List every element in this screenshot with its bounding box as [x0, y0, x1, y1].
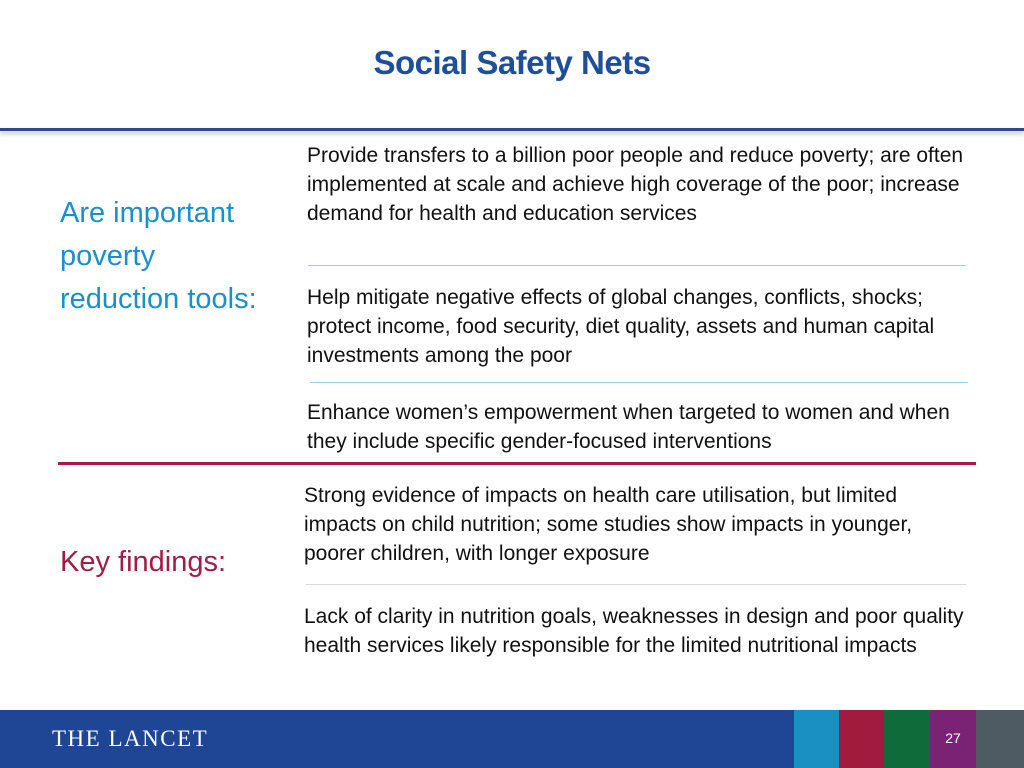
page-number: 27 [945, 730, 961, 746]
tools-item-1: Provide transfers to a billion poor people and reduce poverty; are often implemented at scale and achieve high coverage of the poor; increase demand for health and education services [307, 144, 964, 225]
title-divider [0, 128, 1024, 131]
findings-section-label: Key findings: [60, 546, 227, 578]
color-tile-crimson [839, 710, 884, 768]
tools-item-3: Enhance women’s empowerment when targeted to women and when they include specific gender-focused interventions [307, 401, 950, 453]
item-divider [308, 265, 966, 266]
color-tile-cyan [794, 710, 839, 768]
item-divider [306, 584, 966, 585]
color-tile-green [884, 710, 930, 768]
findings-item-1: Strong evidence of impacts on health care utilisation, but limited impacts on child nutrition; some studies show impacts in younger, poorer children, with longer exposure [304, 484, 913, 565]
footer-bar [0, 710, 1024, 768]
section-divider [58, 462, 976, 465]
tools-item-2: Help mitigate negative effects of global changes, conflicts, shocks; protect income, food security, diet quality, assets and human capital investments among the poor [307, 286, 935, 367]
lancet-logo: THE LANCET [52, 726, 209, 751]
color-tile-slate [976, 710, 1024, 768]
item-divider [310, 382, 968, 383]
tools-section-label: Are important poverty reduction tools: [60, 197, 257, 315]
findings-item-2: Lack of clarity in nutrition goals, weaknesses in design and poor quality health services likely responsible for the limited nutritional impacts [304, 605, 964, 657]
slide-title: Social Safety Nets [373, 44, 651, 81]
